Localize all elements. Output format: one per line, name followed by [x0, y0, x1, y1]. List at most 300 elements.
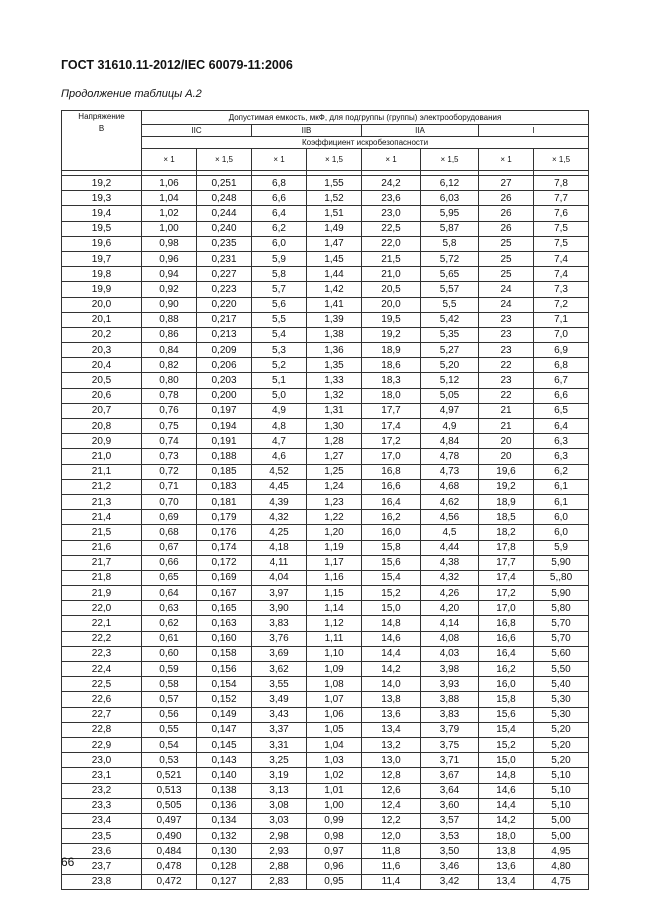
voltage-cell: 23,1 — [62, 768, 142, 783]
capacitance-cell: 24,2 — [362, 176, 421, 191]
voltage-cell: 22,9 — [62, 737, 142, 752]
capacitance-cell: 6,1 — [534, 494, 589, 509]
voltage-cell: 19,3 — [62, 191, 142, 206]
table-row — [62, 829, 589, 844]
capacitance-cell: 5,20 — [534, 753, 589, 768]
capacitance-cell: 0,231 — [197, 251, 252, 266]
capacitance-cell: 5,42 — [421, 312, 479, 327]
capacitance-cell: 5,65 — [421, 267, 479, 282]
capacitance-cell: 1,30 — [307, 419, 362, 434]
capacitance-cell: 0,130 — [197, 844, 252, 859]
capacitance-cell: 14,4 — [479, 798, 534, 813]
capacitance-cell: 16,8 — [362, 464, 421, 479]
capacitance-cell: 17,2 — [362, 434, 421, 449]
capacitance-cell: 27 — [479, 176, 534, 191]
capacitance-cell: 1,20 — [307, 525, 362, 540]
capacitance-cell: 0,67 — [142, 540, 197, 555]
voltage-cell: 23,7 — [62, 859, 142, 874]
capacitance-cell: 4,62 — [421, 494, 479, 509]
capacitance-cell: 18,2 — [479, 525, 534, 540]
capacitance-cell: 3,98 — [421, 662, 479, 677]
capacitance-cell: 1,04 — [307, 737, 362, 752]
voltage-cell: 19,7 — [62, 251, 142, 266]
capacitance-cell: 3,43 — [252, 707, 307, 722]
capacitance-cell: 5,95 — [421, 206, 479, 221]
capacitance-cell: 0,55 — [142, 722, 197, 737]
capacitance-cell: 4,14 — [421, 616, 479, 631]
capacitance-cell: 20 — [479, 434, 534, 449]
capacitance-cell: 6,7 — [534, 373, 589, 388]
capacitance-cell: 13,4 — [362, 722, 421, 737]
voltage-cell: 19,9 — [62, 282, 142, 297]
table-row — [62, 388, 589, 403]
table-row — [62, 251, 589, 266]
capacitance-cell: 6,3 — [534, 434, 589, 449]
table-row — [62, 297, 589, 312]
capacitance-cell: 5,12 — [421, 373, 479, 388]
capacitance-cell: 15,0 — [362, 601, 421, 616]
capacitance-cell: 5,27 — [421, 343, 479, 358]
voltage-cell: 21,7 — [62, 555, 142, 570]
voltage-cell: 23,4 — [62, 813, 142, 828]
capacitance-cell: 1,14 — [307, 601, 362, 616]
capacitance-cell: 23,0 — [362, 206, 421, 221]
capacitance-cell: 0,203 — [197, 373, 252, 388]
capacitance-cell: 0,128 — [197, 859, 252, 874]
voltage-cell: 19,4 — [62, 206, 142, 221]
capacitance-cell: 12,6 — [362, 783, 421, 798]
capacitance-cell: 0,138 — [197, 783, 252, 798]
capacitance-cell: 5,20 — [421, 358, 479, 373]
capacitance-cell: 0,61 — [142, 631, 197, 646]
capacitance-cell: 3,08 — [252, 798, 307, 813]
capacitance-cell: 1,41 — [307, 297, 362, 312]
table-row — [62, 525, 589, 540]
capacitance-cell: 1,49 — [307, 221, 362, 236]
capacitance-cell: 0,183 — [197, 479, 252, 494]
capacitance-cell: 5,10 — [534, 768, 589, 783]
capacitance-cell: 24 — [479, 297, 534, 312]
capacitance-cell: 5,5 — [252, 312, 307, 327]
capacitance-cell: 5,10 — [534, 798, 589, 813]
capacitance-cell: 14,8 — [479, 768, 534, 783]
table-row — [62, 540, 589, 555]
capacitance-cell: 6,4 — [252, 206, 307, 221]
table-row — [62, 282, 589, 297]
voltage-cell: 22,3 — [62, 646, 142, 661]
capacitance-cell: 5,10 — [534, 783, 589, 798]
table-row — [62, 813, 589, 828]
capacitance-cell: 0,227 — [197, 267, 252, 282]
capacitance-cell: 3,57 — [421, 813, 479, 828]
capacitance-cell: 17,2 — [479, 586, 534, 601]
capacitance-cell: 5,6 — [252, 297, 307, 312]
capacitance-cell: 1,00 — [142, 221, 197, 236]
voltage-cell: 20,2 — [62, 327, 142, 342]
capacitance-cell: 5,4 — [252, 327, 307, 342]
capacitance-cell: 18,0 — [362, 388, 421, 403]
voltage-cell: 21,6 — [62, 540, 142, 555]
capacitance-cell: 26 — [479, 191, 534, 206]
capacitance-cell: 0,59 — [142, 662, 197, 677]
capacitance-cell: 6,0 — [252, 236, 307, 251]
voltage-cell: 22,2 — [62, 631, 142, 646]
capacitance-cell: 26 — [479, 206, 534, 221]
capacitance-cell: 1,06 — [307, 707, 362, 722]
capacitance-cell: 6,12 — [421, 176, 479, 191]
capacitance-cell: 25 — [479, 236, 534, 251]
capacitance-cell: 4,20 — [421, 601, 479, 616]
capacitance-cell: 0,63 — [142, 601, 197, 616]
capacitance-cell: 7,5 — [534, 221, 589, 236]
capacitance-cell: 1,28 — [307, 434, 362, 449]
capacitance-cell: 6,0 — [534, 525, 589, 540]
capacitance-cell: 25 — [479, 267, 534, 282]
capacitance-cell: 22 — [479, 358, 534, 373]
capacitance-cell: 0,74 — [142, 434, 197, 449]
capacitance-cell: 0,149 — [197, 707, 252, 722]
table-row — [62, 434, 589, 449]
capacitance-cell: 2,83 — [252, 874, 307, 889]
capacitance-cell: 1,17 — [307, 555, 362, 570]
capacitance-cell: 0,140 — [197, 768, 252, 783]
capacitance-cell: 1,19 — [307, 540, 362, 555]
capacitance-cell: 1,02 — [142, 206, 197, 221]
capacitance-cell: 15,2 — [479, 737, 534, 752]
capacitance-cell: 7,1 — [534, 312, 589, 327]
capacitance-cell: 15,6 — [362, 555, 421, 570]
capacitance-cell: 0,181 — [197, 494, 252, 509]
capacitance-cell: 0,54 — [142, 737, 197, 752]
voltage-cell: 19,8 — [62, 267, 142, 282]
voltage-header-unit: В — [98, 124, 105, 133]
capacitance-cell: 17,4 — [362, 419, 421, 434]
capacitance-cell: 17,8 — [479, 540, 534, 555]
capacitance-cell: 1,39 — [307, 312, 362, 327]
voltage-header-label: Напряжение — [78, 112, 125, 121]
factor-header: × 1 — [142, 149, 197, 171]
capacitance-cell: 21 — [479, 419, 534, 434]
voltage-cell: 22,5 — [62, 677, 142, 692]
capacitance-cell: 7,4 — [534, 251, 589, 266]
capacitance-cell: 7,7 — [534, 191, 589, 206]
table-row — [62, 844, 589, 859]
factor-header: × 1 — [252, 149, 307, 171]
capacitance-cell: 1,22 — [307, 510, 362, 525]
voltage-cell: 23,8 — [62, 874, 142, 889]
capacitance-cell: 16,2 — [479, 662, 534, 677]
capacitance-cell: 0,191 — [197, 434, 252, 449]
capacitance-cell: 25 — [479, 251, 534, 266]
capacitance-cell: 14,0 — [362, 677, 421, 692]
capacitance-cell: 4,78 — [421, 449, 479, 464]
capacitance-cell: 5,57 — [421, 282, 479, 297]
capacitance-cell: 0,132 — [197, 829, 252, 844]
capacitance-cell: 18,6 — [362, 358, 421, 373]
capacitance-cell: 0,99 — [307, 813, 362, 828]
capacitance-cell: 3,42 — [421, 874, 479, 889]
capacitance-cell: 17,0 — [479, 601, 534, 616]
table-row — [62, 176, 589, 191]
capacitance-cell: 3,19 — [252, 768, 307, 783]
capacitance-cell: 0,209 — [197, 343, 252, 358]
capacitance-cell: 16,0 — [362, 525, 421, 540]
capacitance-cell: 6,6 — [534, 388, 589, 403]
capacitance-cell: 3,83 — [252, 616, 307, 631]
capacitance-cell: 12,8 — [362, 768, 421, 783]
capacitance-cell: 16,6 — [362, 479, 421, 494]
capacitance-cell: 0,143 — [197, 753, 252, 768]
voltage-cell: 22,7 — [62, 707, 142, 722]
capacitance-cell: 18,5 — [479, 510, 534, 525]
capacitance-cell: 5,,80 — [534, 570, 589, 585]
capacitance-cell: 0,213 — [197, 327, 252, 342]
capacitance-cell: 0,76 — [142, 403, 197, 418]
capacitance-cell: 12,0 — [362, 829, 421, 844]
voltage-cell: 22,8 — [62, 722, 142, 737]
capacitance-cell: 3,50 — [421, 844, 479, 859]
capacitance-cell: 0,490 — [142, 829, 197, 844]
voltage-cell: 20,6 — [62, 388, 142, 403]
capacitance-cell: 15,8 — [479, 692, 534, 707]
capacitance-cell: 0,88 — [142, 312, 197, 327]
capacitance-cell: 0,200 — [197, 388, 252, 403]
voltage-cell: 21,8 — [62, 570, 142, 585]
group-header-iic: IIC — [142, 125, 252, 137]
capacitance-cell: 0,127 — [197, 874, 252, 889]
table-row — [62, 874, 589, 889]
capacitance-cell: 1,10 — [307, 646, 362, 661]
table-row — [62, 783, 589, 798]
capacitance-cell: 1,07 — [307, 692, 362, 707]
capacitance-cell: 1,31 — [307, 403, 362, 418]
capacitance-cell: 4,5 — [421, 525, 479, 540]
capacitance-cell: 16,4 — [479, 646, 534, 661]
voltage-cell: 20,3 — [62, 343, 142, 358]
capacitance-cell: 5,9 — [534, 540, 589, 555]
capacitance-cell: 3,55 — [252, 677, 307, 692]
capacitance-cell: 3,76 — [252, 631, 307, 646]
capacitance-cell: 3,93 — [421, 677, 479, 692]
capacitance-cell: 0,185 — [197, 464, 252, 479]
capacitance-cell: 16,8 — [479, 616, 534, 631]
capacitance-cell: 3,49 — [252, 692, 307, 707]
voltage-cell: 20,8 — [62, 419, 142, 434]
capacitance-group-header: Допустимая емкость, мкФ, для подгруппы (группы) электрооборудования — [142, 111, 589, 125]
table-row — [62, 737, 589, 752]
voltage-cell: 20,0 — [62, 297, 142, 312]
capacitance-cell: 1,12 — [307, 616, 362, 631]
capacitance-cell: 11,8 — [362, 844, 421, 859]
safety-factor-header: Коэффициент искробезопасности — [142, 137, 589, 149]
capacitance-cell: 5,30 — [534, 707, 589, 722]
capacitance-cell: 5,90 — [534, 586, 589, 601]
capacitance-cell: 0,163 — [197, 616, 252, 631]
capacitance-cell: 1,04 — [142, 191, 197, 206]
voltage-column-header — [62, 111, 142, 171]
voltage-cell: 22,4 — [62, 662, 142, 677]
capacitance-cell: 3,37 — [252, 722, 307, 737]
capacitance-cell: 4,95 — [534, 844, 589, 859]
capacitance-cell: 1,08 — [307, 677, 362, 692]
capacitance-cell: 5,20 — [534, 737, 589, 752]
capacitance-cell: 11,6 — [362, 859, 421, 874]
capacitance-cell: 0,235 — [197, 236, 252, 251]
capacitance-cell: 6,8 — [534, 358, 589, 373]
capacitance-cell: 1,51 — [307, 206, 362, 221]
capacitance-cell: 1,24 — [307, 479, 362, 494]
voltage-cell: 20,1 — [62, 312, 142, 327]
capacitance-cell: 4,08 — [421, 631, 479, 646]
capacitance-cell: 1,27 — [307, 449, 362, 464]
capacitance-cell: 0,97 — [307, 844, 362, 859]
capacitance-cell: 0,251 — [197, 176, 252, 191]
capacitance-cell: 0,497 — [142, 813, 197, 828]
capacitance-cell: 3,60 — [421, 798, 479, 813]
capacitance-cell: 14,4 — [362, 646, 421, 661]
capacitance-cell: 0,57 — [142, 692, 197, 707]
voltage-cell: 23,3 — [62, 798, 142, 813]
capacitance-cell: 0,72 — [142, 464, 197, 479]
capacitance-cell: 3,64 — [421, 783, 479, 798]
capacitance-cell: 17,7 — [479, 555, 534, 570]
table-row — [62, 191, 589, 206]
capacitance-cell: 14,8 — [362, 616, 421, 631]
capacitance-cell: 6,3 — [534, 449, 589, 464]
table-row — [62, 419, 589, 434]
capacitance-cell: 5,70 — [534, 631, 589, 646]
capacitance-cell: 1,09 — [307, 662, 362, 677]
capacitance-cell: 5,1 — [252, 373, 307, 388]
table-row — [62, 479, 589, 494]
capacitance-cell: 3,90 — [252, 601, 307, 616]
capacitance-cell: 6,6 — [252, 191, 307, 206]
capacitance-cell: 0,521 — [142, 768, 197, 783]
capacitance-cell: 2,98 — [252, 829, 307, 844]
capacitance-cell: 5,00 — [534, 829, 589, 844]
capacitance-cell: 7,4 — [534, 267, 589, 282]
capacitance-cell: 13,8 — [362, 692, 421, 707]
capacitance-cell: 13,2 — [362, 737, 421, 752]
capacitance-cell: 1,42 — [307, 282, 362, 297]
factor-header: × 1,5 — [307, 149, 362, 171]
capacitance-cell: 5,60 — [534, 646, 589, 661]
capacitance-cell: 16,4 — [362, 494, 421, 509]
factor-header: × 1 — [362, 149, 421, 171]
table-row — [62, 707, 589, 722]
table-row — [62, 646, 589, 661]
capacitance-cell: 0,223 — [197, 282, 252, 297]
capacitance-cell: 0,82 — [142, 358, 197, 373]
capacitance-cell: 0,158 — [197, 646, 252, 661]
document-header: ГОСТ 31610.11-2012/IEC 60079-11:2006 — [61, 58, 293, 72]
capacitance-cell: 0,58 — [142, 677, 197, 692]
voltage-cell: 19,5 — [62, 221, 142, 236]
voltage-cell: 21,2 — [62, 479, 142, 494]
capacitance-cell: 13,8 — [479, 844, 534, 859]
factor-header: × 1,5 — [534, 149, 589, 171]
capacitance-cell: 5,3 — [252, 343, 307, 358]
capacitance-cell: 3,79 — [421, 722, 479, 737]
capacitance-cell: 4,80 — [534, 859, 589, 874]
capacitance-cell: 4,56 — [421, 510, 479, 525]
capacitance-cell: 0,56 — [142, 707, 197, 722]
capacitance-cell: 0,94 — [142, 267, 197, 282]
capacitance-cell: 16,6 — [479, 631, 534, 646]
capacitance-cell: 3,75 — [421, 737, 479, 752]
capacitance-cell: 0,98 — [307, 829, 362, 844]
capacitance-cell: 0,92 — [142, 282, 197, 297]
capacitance-cell: 13,6 — [362, 707, 421, 722]
group-header-i: I — [479, 125, 589, 137]
voltage-cell: 22,0 — [62, 601, 142, 616]
table-row — [62, 464, 589, 479]
capacitance-cell: 5,87 — [421, 221, 479, 236]
capacitance-cell: 1,16 — [307, 570, 362, 585]
table-row — [62, 631, 589, 646]
capacitance-cell: 0,244 — [197, 206, 252, 221]
capacitance-cell: 0,513 — [142, 783, 197, 798]
capacitance-cell: 1,11 — [307, 631, 362, 646]
capacitance-cell: 4,45 — [252, 479, 307, 494]
capacitance-cell: 0,95 — [307, 874, 362, 889]
capacitance-cell: 0,478 — [142, 859, 197, 874]
capacitance-cell: 0,62 — [142, 616, 197, 631]
table-row — [62, 373, 589, 388]
capacitance-cell: 1,23 — [307, 494, 362, 509]
capacitance-cell: 0,136 — [197, 798, 252, 813]
capacitance-cell: 23 — [479, 312, 534, 327]
table-row — [62, 722, 589, 737]
voltage-cell: 23,0 — [62, 753, 142, 768]
capacitance-cell: 0,154 — [197, 677, 252, 692]
capacitance-cell: 13,6 — [479, 859, 534, 874]
capacitance-cell: 0,167 — [197, 586, 252, 601]
capacitance-cell: 17,0 — [362, 449, 421, 464]
capacitance-cell: 4,9 — [252, 403, 307, 418]
table-row — [62, 343, 589, 358]
capacitance-cell: 4,18 — [252, 540, 307, 555]
capacitance-cell: 4,32 — [252, 510, 307, 525]
capacitance-cell: 15,4 — [479, 722, 534, 737]
capacitance-cell: 6,2 — [534, 464, 589, 479]
capacitance-cell: 12,2 — [362, 813, 421, 828]
table-row — [62, 798, 589, 813]
capacitance-cell: 0,220 — [197, 297, 252, 312]
capacitance-cell: 15,0 — [479, 753, 534, 768]
capacitance-cell: 7,0 — [534, 327, 589, 342]
capacitance-cell: 5,80 — [534, 601, 589, 616]
capacitance-cell: 5,05 — [421, 388, 479, 403]
capacitance-cell: 4,38 — [421, 555, 479, 570]
capacitance-cell: 5,0 — [252, 388, 307, 403]
capacitance-cell: 1,05 — [307, 722, 362, 737]
capacitance-cell: 21,5 — [362, 251, 421, 266]
voltage-cell: 21,9 — [62, 586, 142, 601]
table-row — [62, 677, 589, 692]
capacitance-cell: 0,71 — [142, 479, 197, 494]
capacitance-cell: 14,2 — [479, 813, 534, 828]
capacitance-cell: 0,197 — [197, 403, 252, 418]
capacitance-cell: 20 — [479, 449, 534, 464]
capacitance-cell: 4,84 — [421, 434, 479, 449]
capacitance-cell: 19,6 — [479, 464, 534, 479]
capacitance-cell: 3,69 — [252, 646, 307, 661]
capacitance-cell: 0,217 — [197, 312, 252, 327]
voltage-cell: 20,7 — [62, 403, 142, 418]
capacitance-cell: 3,71 — [421, 753, 479, 768]
capacitance-cell: 0,86 — [142, 327, 197, 342]
